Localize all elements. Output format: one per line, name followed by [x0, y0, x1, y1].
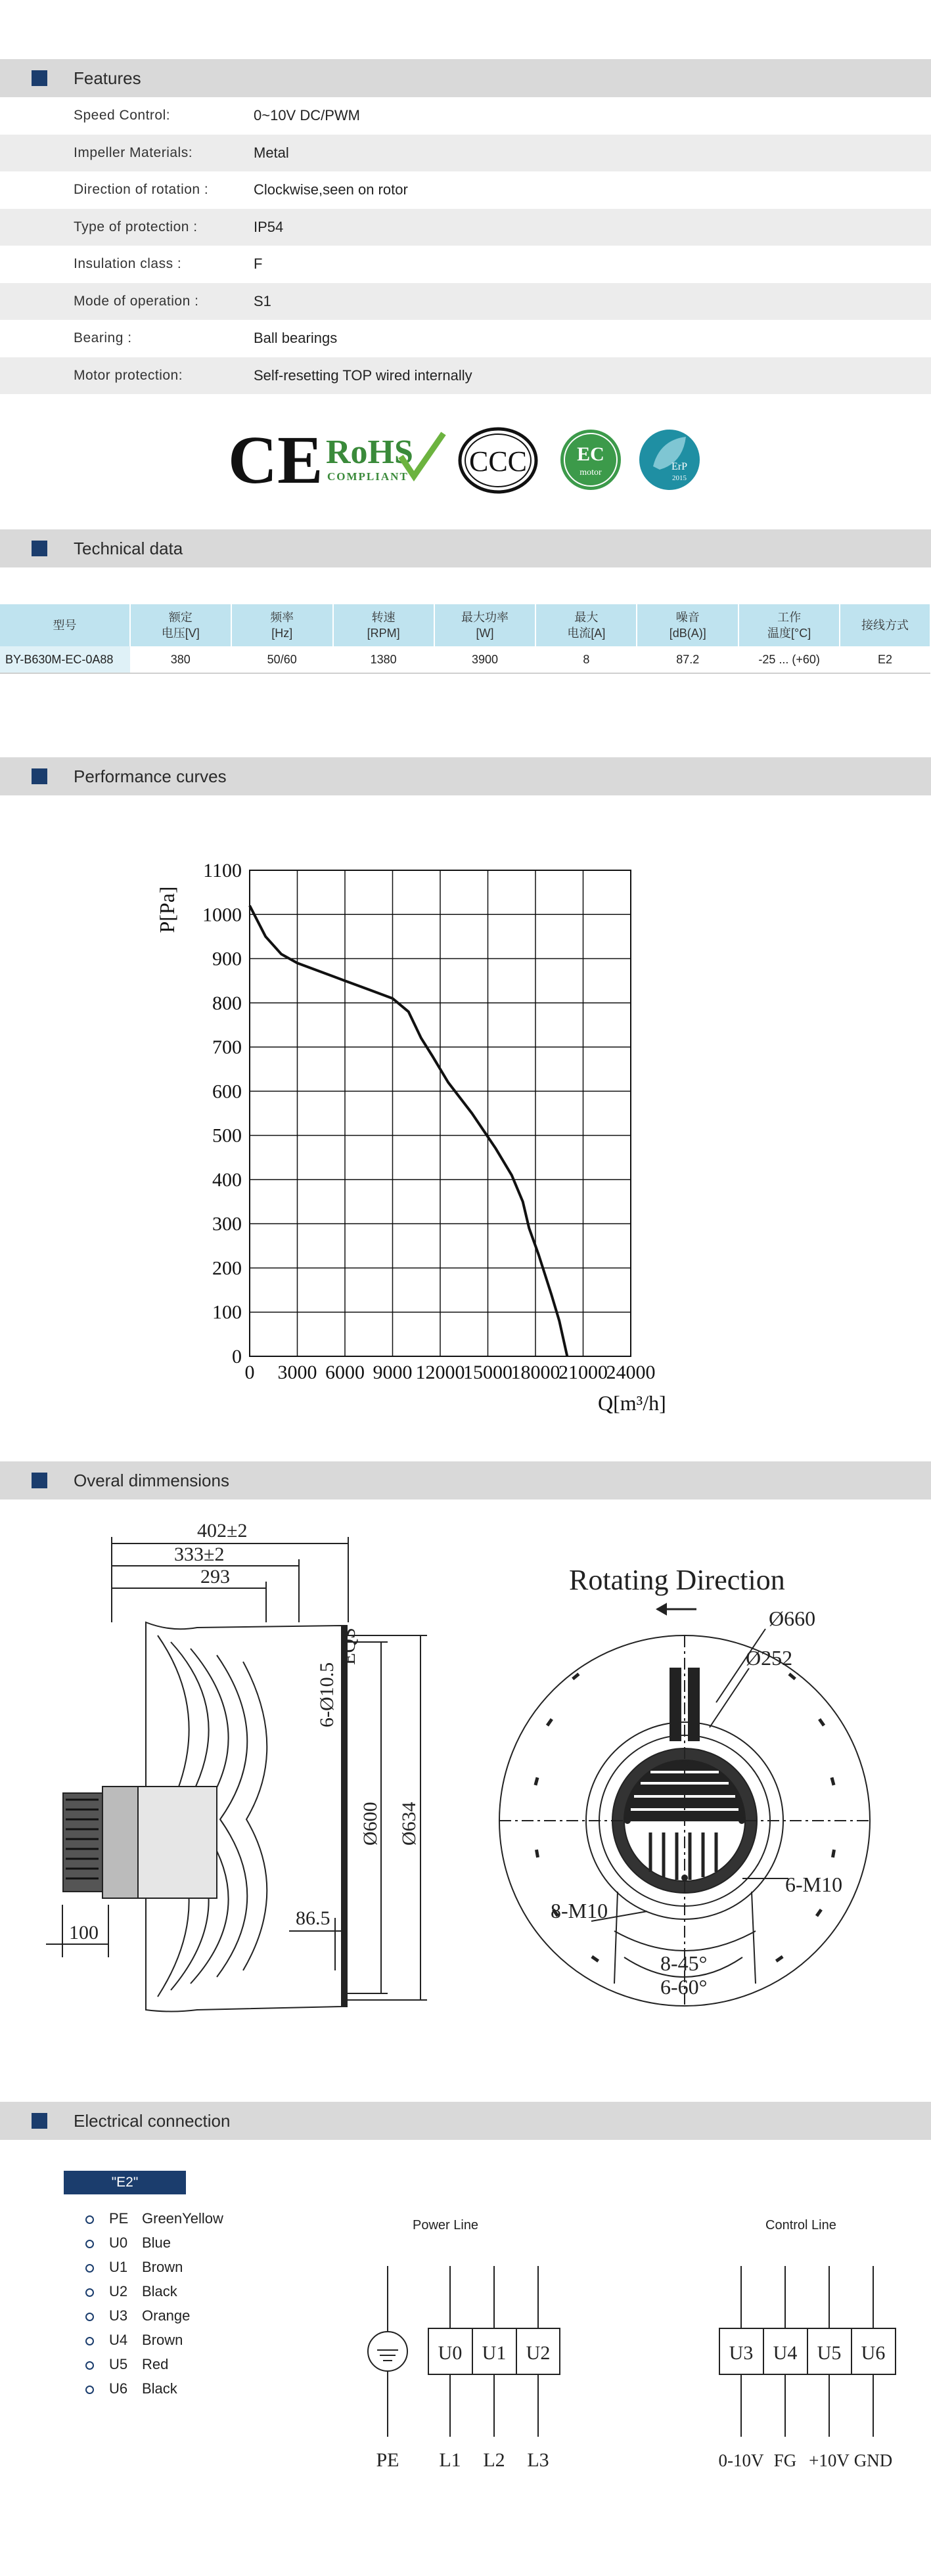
feature-value: Self-resetting TOP wired internally [254, 366, 472, 384]
header-line: [RPM] [367, 627, 400, 640]
table-cell: 3900 [434, 646, 536, 673]
dim-6-010: 6-Ø10.5 [316, 1662, 338, 1727]
label-fg: FG [773, 2451, 797, 2470]
technical-title: Technical data [74, 539, 183, 558]
header-line: 温度[°C] [767, 627, 811, 640]
wire-code: U5 [109, 2356, 128, 2372]
y-tick-label: 100 [212, 1301, 242, 1323]
feature-value: Metal [254, 144, 289, 161]
feature-value: Clockwise,seen on rotor [254, 181, 408, 198]
technical-header [0, 529, 931, 567]
table-cell: 50/60 [231, 646, 333, 673]
table-header-cell [840, 604, 930, 646]
performance-chart [151, 847, 808, 1478]
terminal-u2: U2 [526, 2342, 551, 2364]
label-l2: L2 [483, 2449, 505, 2471]
wire-color: GreenYellow [142, 2210, 223, 2227]
x-axis-label: Q[m³/h] [598, 1391, 666, 1415]
table-header-cell [637, 604, 738, 646]
dim-6-60: 6-60° [660, 1975, 708, 1999]
header-line: 接线方式 [861, 619, 909, 632]
wire-color: Black [142, 2283, 177, 2299]
section-square-icon [32, 2113, 47, 2129]
label-gnd: GND [853, 2451, 893, 2470]
y-tick-label: 600 [212, 1080, 242, 1103]
rohs-logo-icon [322, 417, 447, 502]
table-header-cell [434, 604, 536, 646]
feature-label: Mode of operation : [74, 293, 199, 309]
wire-color: Brown [142, 2332, 183, 2348]
header-line: [W] [476, 627, 494, 640]
table-header-cell [0, 604, 130, 646]
wire-color: Red [142, 2356, 169, 2372]
y-tick-label: 1000 [202, 904, 242, 926]
performance-header [0, 757, 931, 795]
wiring-diagram [0, 2233, 931, 2496]
y-tick-label: 500 [212, 1124, 242, 1147]
feature-row [0, 171, 931, 208]
table-cell: 1380 [333, 646, 434, 673]
e2-badge: "E2" [64, 2171, 186, 2194]
svg-text:RoHS: RoHS [326, 433, 413, 471]
dim-100: 100 [69, 1922, 99, 1943]
header-line: 最大 [574, 611, 599, 624]
table-header-row [0, 604, 930, 646]
dim-8-45: 8-45° [660, 1951, 708, 1975]
header-line: [dB(A)] [669, 627, 706, 640]
feature-label: Bearing : [74, 330, 132, 345]
ec-motor-logo-icon [555, 417, 627, 502]
table-row [0, 646, 930, 673]
section-square-icon [32, 1473, 47, 1488]
y-tick-label: 1100 [203, 860, 242, 881]
table-cell: E2 [840, 646, 930, 673]
svg-text:COMPLIANT: COMPLIANT [327, 470, 409, 483]
ce-mark-icon [227, 417, 323, 502]
electrical-header [0, 2102, 931, 2140]
feature-label: Motor protection: [74, 367, 183, 383]
header-line: 工作 [777, 611, 802, 624]
wire-color: Orange [142, 2307, 191, 2324]
dim-293: 293 [200, 1566, 230, 1588]
performance-title: Performance curves [74, 766, 227, 786]
dim-600: Ø600 [359, 1802, 381, 1846]
feature-row [0, 97, 931, 134]
terminal-u3: U3 [729, 2342, 754, 2364]
feature-row [0, 135, 931, 171]
feature-label: Insulation class : [74, 256, 182, 271]
table-header-cell [535, 604, 637, 646]
section-square-icon [32, 768, 47, 784]
table-header-cell [231, 604, 333, 646]
feature-label: Speed Control: [74, 108, 171, 123]
table-cell: 8 [535, 646, 637, 673]
label-0-10v: 0-10V [718, 2451, 764, 2470]
svg-text:2015: 2015 [672, 474, 687, 482]
table-header-cell [333, 604, 434, 646]
terminal-u0: U0 [438, 2342, 463, 2364]
table-cell: -25 ... (+60) [738, 646, 840, 673]
y-tick-label: 900 [212, 948, 242, 970]
terminal-u6: U6 [861, 2342, 886, 2364]
label-pe: PE [376, 2449, 399, 2471]
svg-text:CE: CE [228, 422, 323, 498]
header-line: 电流[A] [567, 627, 606, 640]
header-line: 转速 [371, 611, 396, 624]
svg-text:EC: EC [577, 443, 604, 465]
dim-6-m10: 6-M10 [785, 1873, 843, 1896]
label-l3: L3 [527, 2449, 549, 2471]
ccc-logo-icon [456, 417, 541, 502]
features-title: Features [74, 68, 141, 88]
dimensions-header [0, 1461, 931, 1499]
dim-634: Ø634 [398, 1802, 420, 1846]
dimensions-title: Overal dimmensions [74, 1471, 229, 1490]
x-tick-label: 21000 [558, 1362, 608, 1383]
feature-label: Impeller Materials: [74, 144, 193, 160]
x-tick-label: 18000 [511, 1362, 560, 1383]
table-cell: 87.2 [637, 646, 738, 673]
dim-402: 402±2 [197, 1520, 248, 1542]
y-tick-label: 400 [212, 1168, 242, 1191]
electrical-title: Electrical connection [74, 2111, 231, 2131]
y-tick-label: 700 [212, 1036, 242, 1059]
svg-text:motor: motor [579, 468, 602, 477]
x-tick-label: 0 [244, 1362, 255, 1383]
dimension-drawing [0, 1511, 931, 2056]
wire-code: U2 [109, 2283, 128, 2299]
wire-color: Brown [142, 2259, 183, 2275]
side-view-drawing [46, 1537, 427, 2012]
terminal-u5: U5 [817, 2342, 842, 2364]
terminal-u4: U4 [773, 2342, 798, 2364]
x-tick-label: 12000 [415, 1362, 465, 1383]
wire-code: U0 [109, 2234, 128, 2251]
power-line-title: Power Line [413, 2218, 479, 2232]
feature-value: S1 [254, 292, 271, 309]
feature-value: Ball bearings [254, 330, 338, 346]
x-tick-label: 9000 [373, 1362, 413, 1383]
feature-row [0, 357, 931, 394]
rotating-direction-title: Rotating Direction [569, 1564, 785, 1596]
feature-row [0, 209, 931, 246]
feature-row [0, 246, 931, 282]
dim-252: Ø252 [746, 1646, 793, 1670]
header-line: [Hz] [271, 627, 293, 640]
wire-color: Blue [142, 2234, 171, 2251]
table-cell: 380 [130, 646, 231, 673]
y-axis-label: P[Pa] [155, 886, 179, 933]
erp-logo-icon [633, 417, 706, 502]
front-view-drawing [499, 1604, 870, 2006]
wire-code: U6 [109, 2380, 128, 2397]
feature-value: IP54 [254, 218, 284, 235]
table-header-cell [738, 604, 840, 646]
wire-code: U3 [109, 2307, 128, 2324]
feature-label: Type of protection : [74, 219, 198, 234]
y-tick-label: 300 [212, 1213, 242, 1235]
header-line: 型号 [53, 619, 77, 632]
wire-code: PE [109, 2210, 129, 2227]
dim-eqs: EQS [338, 1628, 359, 1665]
wire-code: U1 [109, 2259, 128, 2275]
feature-label: Direction of rotation : [74, 182, 209, 197]
x-tick-label: 6000 [325, 1362, 365, 1383]
dim-8-m10: 8-M10 [551, 1899, 608, 1922]
wire-color: Black [142, 2380, 177, 2397]
svg-text:CCC: CCC [468, 445, 528, 477]
wire-code: U4 [109, 2332, 128, 2348]
technical-data-table [0, 604, 931, 674]
section-square-icon [32, 541, 47, 556]
control-line-title: Control Line [765, 2218, 836, 2232]
dim-333: 333±2 [174, 1543, 225, 1565]
x-tick-label: 15000 [463, 1362, 512, 1383]
header-line: 额定 [168, 611, 193, 624]
y-tick-label: 200 [212, 1257, 242, 1279]
y-tick-label: 800 [212, 992, 242, 1014]
feature-value: 0~10V DC/PWM [254, 107, 360, 123]
label-10v: +10V [809, 2451, 850, 2470]
x-tick-label: 3000 [277, 1362, 317, 1383]
feature-value: F [254, 255, 263, 272]
features-header [0, 59, 931, 97]
y-tick-label: 0 [232, 1346, 242, 1367]
dim-660: Ø660 [769, 1607, 816, 1630]
svg-text:ErP: ErP [671, 461, 687, 472]
bullet-icon [85, 2215, 94, 2224]
x-tick-label: 24000 [606, 1362, 656, 1383]
header-line: 噪音 [675, 611, 700, 624]
dim-86-5: 86.5 [296, 1907, 330, 1929]
table-header-cell [130, 604, 231, 646]
feature-row [0, 283, 931, 320]
header-line: 电压[V] [161, 627, 200, 640]
terminal-u1: U1 [482, 2342, 507, 2364]
section-square-icon [32, 70, 47, 86]
label-l1: L1 [439, 2449, 461, 2471]
header-line: 频率 [270, 611, 294, 624]
feature-row [0, 320, 931, 357]
table-cell: BY-B630M-EC-0A88 [0, 646, 130, 673]
header-line: 最大功率 [461, 611, 509, 624]
